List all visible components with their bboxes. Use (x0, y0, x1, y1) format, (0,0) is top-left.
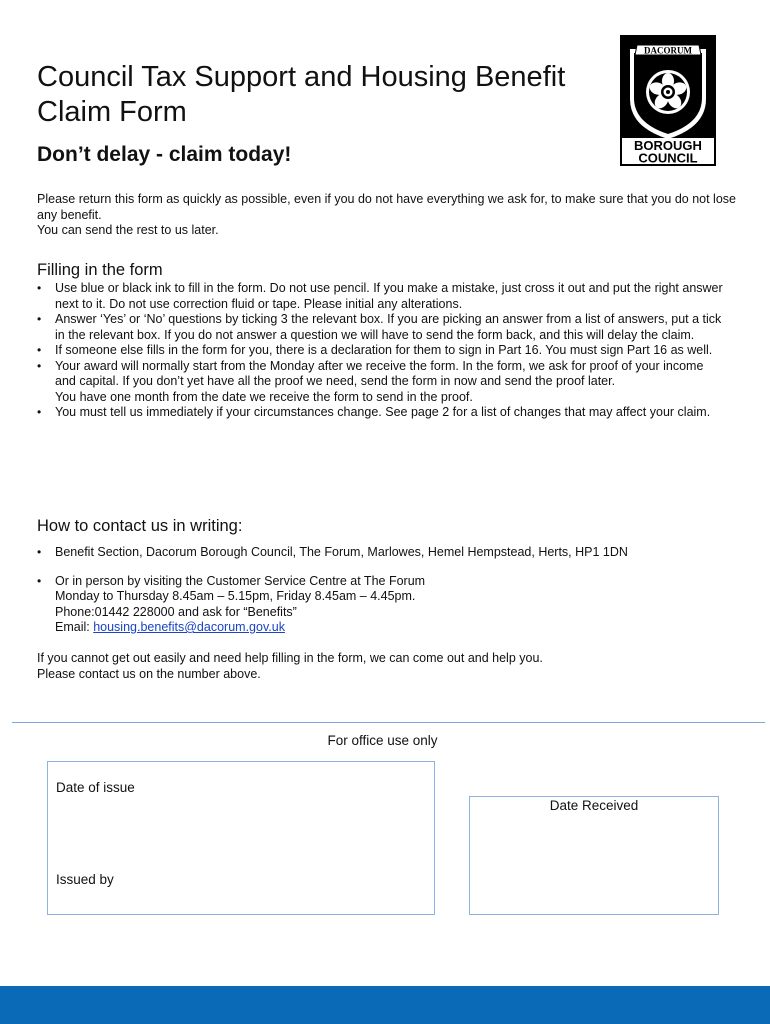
closing-line-1: If you cannot get out easily and need help filling in the form, we can come out and help you. (37, 651, 543, 665)
list-item: • Or in person by visiting the Customer Service Centre at The Forum Monday to Thursday 8.45am – 5.15pm, Friday 8.45am – 4.45pm. Phone:01442 228000 and ask for “Benefits” Email: housing.benefits@dacorum.gov.uk (37, 574, 749, 636)
date-received-label: Date Received (549, 798, 639, 813)
list-item: • Benefit Section, Dacorum Borough Council, The Forum, Marlowes, Hemel Hempstead, Herts, HP1 1DN (37, 545, 749, 561)
email-label: Email: (55, 620, 94, 634)
page-title: Council Tax Support and Housing Benefit Claim Form (37, 61, 566, 128)
contact-list (37, 545, 749, 649)
date-received-box[interactable] (469, 796, 719, 915)
dacorum-borough-council-logo (620, 35, 716, 166)
office-use-heading: For office use only (327, 733, 438, 748)
list-item: • Use blue or black ink to fill in the form. Do not use pencil. If you make a mistake, just cross it out and put the right answer next to it. Do not use correction fluid or tape. Please initial any alterations. (37, 281, 727, 312)
footer-bar (0, 986, 770, 1024)
intro-text (37, 192, 749, 239)
list-item: • If someone else fills in the form for you, there is a declaration for them to sign in Part 16. You must sign Part 16 as well. (37, 343, 727, 359)
issue-box[interactable] (47, 761, 435, 915)
closing-text (37, 651, 737, 682)
intro-line-1: Please return this form as quickly as possible, even if you do not have everything we ask for, to make sure that you do not lose any benefit. (37, 192, 736, 222)
list-item: • Answer ‘Yes’ or ‘No’ questions by ticking 3 the relevant box. If you are picking an answer from a list of answers, put a tick in the relevant box. If you do not answer a question we will have to send the form back, and this will delay the claim. (37, 312, 727, 343)
list-item: • Your award will normally start from the Monday after we receive the form. In the form, we ask for proof of your income and capital. If you don’t yet have all the proof we need, send the form in now and send the proof later. You have one month from the date we receive the form to send in the proof. (37, 359, 727, 406)
intro-line-2: You can send the rest to us later. (37, 223, 219, 237)
date-of-issue-label: Date of issue (56, 780, 135, 795)
closing-line-2: Please contact us on the number above. (37, 666, 261, 681)
logo-top-text: DACORUM (644, 45, 692, 56)
page-subtitle: Don’t delay - claim today! (37, 143, 292, 166)
contact-heading: How to contact us in writing: (37, 517, 243, 535)
office-divider (12, 722, 765, 723)
logo-bottom-line1: BOROUGH (634, 138, 702, 153)
filling-heading: Filling in the form (37, 261, 163, 279)
filling-list (37, 281, 727, 421)
issued-by-label: Issued by (56, 872, 114, 887)
email-link[interactable]: housing.benefits@dacorum.gov.uk (93, 620, 285, 634)
logo-bottom-line2: COUNCIL (638, 150, 698, 166)
list-item: • You must tell us immediately if your circumstances change. See page 2 for a list of changes that may affect your claim. (37, 405, 727, 421)
rose-icon (646, 70, 690, 114)
